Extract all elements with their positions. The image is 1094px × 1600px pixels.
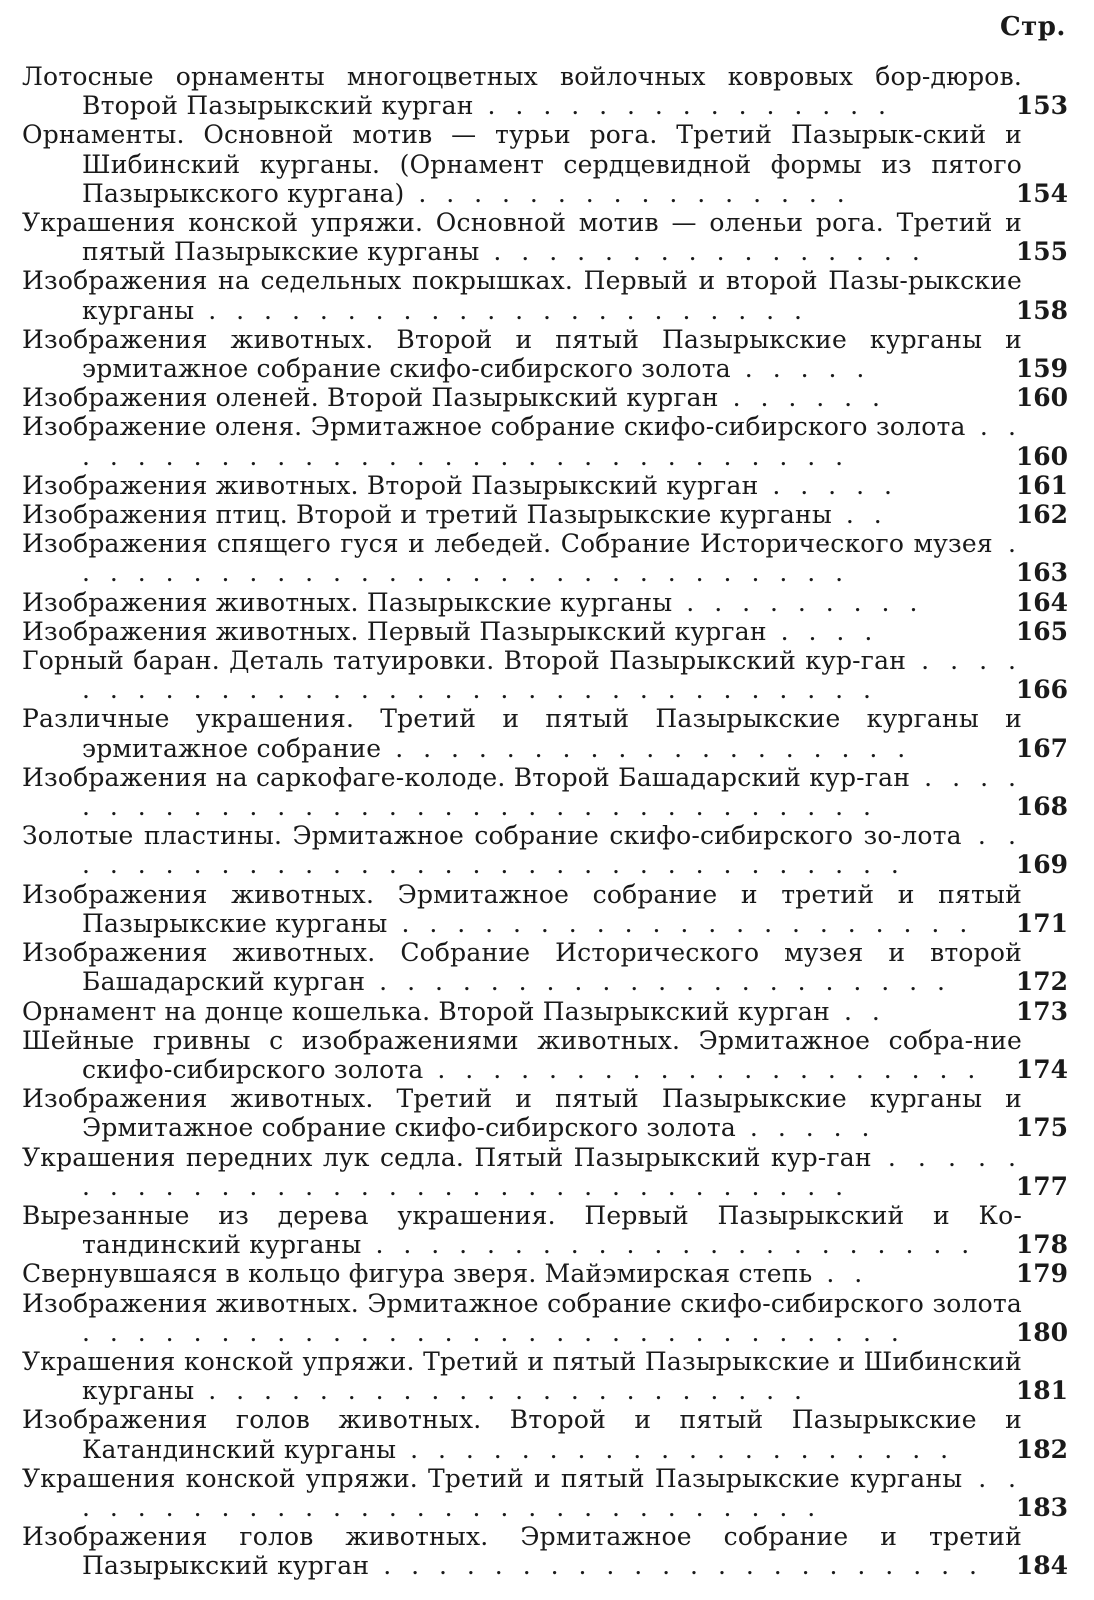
toc-entry-title <box>22 471 1022 500</box>
toc-entry-leader-dots: . . . . . . . . . . . . . . . . . . . . . . . . . . . . . . . . <box>82 821 1022 880</box>
toc-entry-leader-dots: . . . . . <box>730 354 871 384</box>
toc-entry <box>22 1405 1068 1463</box>
toc-entry-page-number: 164 <box>1015 587 1068 617</box>
toc-entry-title <box>22 208 1022 266</box>
toc-entry-leader-dots: . . . . . <box>758 470 898 500</box>
toc-entry-page-number: 171 <box>1015 908 1068 938</box>
toc-entry-page-number: 181 <box>1015 1376 1068 1406</box>
toc-entry-leader-dots: . . . . . . . . . . . . . . . . . . . . . . . . . . . . . . <box>82 1317 905 1347</box>
toc-entry <box>22 1143 1068 1201</box>
toc-entry-leader-dots: . . . . . . . . . . . . . . . . . . . . . <box>365 967 951 997</box>
toc-entry <box>22 1522 1068 1580</box>
toc-entry-title-text: Лотосные орнаменты многоцветных войлочных ковровых бор-дюров. Второй Пазырыкский курган <box>22 62 1022 121</box>
toc-entry-page-number: 168 <box>1015 792 1068 822</box>
toc-entry-leader-dots: . . . . . . . . . . . . . . . . . . . . . . <box>194 1376 808 1406</box>
toc-entry-page-number: 160 <box>1015 383 1068 413</box>
toc-entry-title <box>22 880 1022 938</box>
toc-entry-title <box>22 266 1022 324</box>
toc-entry-title-text: Орнаменты. Основной мотив — турьи рога. Третий Пазырык-ский и Шибинский курганы. (Орнамент сердцевидной формы из пятого Пазырыкского кургана) <box>22 120 1022 208</box>
toc-entry-page-number: 178 <box>1015 1230 1068 1260</box>
toc-entry-leader-dots: . . . . . <box>735 1113 876 1143</box>
toc-entry-title-text: Изображения птиц. Второй и третий Пазырыкские курганы <box>22 500 832 530</box>
toc-entry-leader-dots: . . . . . . . . . . . . . . . . . . . . . . . . . . . . . . . . . <box>82 1142 1023 1201</box>
toc-entry <box>22 588 1068 617</box>
toc-entry-leader-dots: . . . . . . . . . . . . . . . . . . . . . . . . . . . . . . <box>82 412 1022 471</box>
toc-entry <box>22 938 1068 996</box>
toc-entry-leader-dots: . . . . . . . . . <box>672 587 924 617</box>
toc-entry <box>22 1259 1068 1288</box>
toc-entry <box>22 529 1068 587</box>
toc-entry-page-number: 166 <box>1015 675 1068 705</box>
toc-entry-title <box>22 704 1022 762</box>
toc-entry-title-text: Изображения голов животных. Эрмитажное собрание и третий Пазырыкский курган <box>22 1522 1022 1581</box>
toc-entry-page-number: 184 <box>1015 1551 1068 1581</box>
toc-entry-title-text: Золотые пластины. Эрмитажное собрание скифо-сибирского зо-лота <box>22 821 962 851</box>
toc-entry-leader-dots: . . . . . . . . . . . . . . . <box>473 91 892 121</box>
table-of-contents <box>22 62 1068 1581</box>
toc-entry-page-number: 169 <box>1015 850 1068 880</box>
toc-entry-leader-dots: . . <box>812 1259 869 1289</box>
toc-entry <box>22 120 1068 208</box>
toc-entry-title <box>22 120 1022 208</box>
toc-entry-title-text: Вырезанные из дерева украшения. Первый Пазырыкский и Ко-тандинский курганы <box>22 1200 1022 1260</box>
toc-entry-page-number: 163 <box>1015 558 1068 588</box>
toc-entry-leader-dots: . . . . . . . . . . . . . . . . . . . . . . . . . . . . . . . . . <box>82 762 1022 822</box>
toc-entry <box>22 325 1068 383</box>
toc-entry-title <box>22 1464 1022 1522</box>
toc-entry-title <box>22 500 1022 529</box>
toc-entry-page-number: 182 <box>1015 1434 1068 1464</box>
toc-entry-title-text: Горный баран. Деталь татуировки. Второй Пазырыкский кур-ган <box>22 646 907 676</box>
toc-entry-title-text: Изображения на седельных покрышках. Первый и второй Пазы-рыкские курганы <box>22 266 1022 325</box>
toc-entry <box>22 62 1068 120</box>
toc-entry <box>22 1026 1068 1084</box>
toc-entry-title-text: Изображение оленя. Эрмитажное собрание скифо-сибирского золота <box>22 412 966 442</box>
toc-entry <box>22 763 1068 821</box>
toc-entry-title <box>22 1201 1022 1259</box>
page-column-header: Стр. <box>999 12 1066 42</box>
toc-entry-page-number: 162 <box>1015 500 1068 530</box>
toc-entry-title <box>22 821 1022 879</box>
toc-entry-title <box>22 1026 1022 1084</box>
toc-entry-page-number: 165 <box>1015 616 1068 646</box>
toc-entry-title <box>22 763 1022 821</box>
toc-entry <box>22 412 1068 470</box>
toc-entry-title-text: Шейные гривны с изображениями животных. Эрмитажное собра-ние скифо-сибирского золота <box>22 1025 1022 1084</box>
toc-entry-title <box>22 1405 1022 1463</box>
toc-entry-title <box>22 646 1022 704</box>
toc-entry <box>22 704 1068 762</box>
toc-entry-title-text: Различные украшения. Третий и пятый Пазырыкские курганы и эрмитажное собрание <box>22 704 1022 763</box>
toc-entry-leader-dots: . . . . <box>766 616 879 646</box>
toc-entry-title <box>22 1289 1022 1347</box>
toc-entry-page-number: 160 <box>1015 441 1068 471</box>
toc-entry-title-text: Изображения животных. Первый Пазырыкский курган <box>22 616 767 646</box>
toc-entry <box>22 646 1068 704</box>
toc-entry-leader-dots: . . . . . . . . . . . . . . . . . . . . . . . . . . . . . <box>82 529 1022 588</box>
toc-entry <box>22 1347 1068 1405</box>
toc-entry-page-number: 175 <box>1015 1113 1068 1143</box>
toc-entry-leader-dots: . . <box>830 996 886 1026</box>
toc-entry-title <box>22 1522 1022 1580</box>
toc-entry-title <box>22 997 1022 1026</box>
toc-entry-title <box>22 62 1022 120</box>
toc-entry-title-text: Изображения животных. Пазырыкские курганы <box>22 587 673 617</box>
toc-entry-page-number: 179 <box>1015 1259 1068 1289</box>
toc-entry-page-number: 155 <box>1015 237 1068 267</box>
toc-entry-page-number: 158 <box>1015 295 1068 325</box>
toc-entry-page-number: 167 <box>1015 733 1068 763</box>
toc-entry-title <box>22 1259 1022 1288</box>
toc-entry-title-text: Изображения животных. Третий и пятый Пазырыкские курганы и Эрмитажное собрание скифо-сибирского золота <box>22 1084 1022 1143</box>
toc-entry-title-text: Изображения животных. Второй и пятый Пазырыкские курганы и эрмитажное собрание скифо-сибирского золота <box>22 324 1022 384</box>
toc-entry-title-text: Свернувшаяся в кольцо фигура зверя. Майэмирская степь <box>22 1259 813 1289</box>
toc-entry-title <box>22 1143 1022 1201</box>
toc-entry-title-text: Изображения на саркофаге-колоде. Второй Башадарский кур-ган <box>22 762 911 792</box>
toc-entry-leader-dots: . . . . . . . . . . . . . . . . . . . . . . . . . . . . . . . . . <box>82 646 1022 705</box>
toc-entry-title-text: Изображения животных. Эрмитажное собрание скифо-сибирского золота <box>22 1288 1022 1318</box>
toc-entry-page-number: 153 <box>1015 91 1068 121</box>
toc-entry-leader-dots: . . . . . . . . . . . . . . . . <box>479 237 926 267</box>
toc-entry-title-text: Украшения конской упряжи. Третий и пятый Пазырыкские и Шибинский курганы <box>22 1346 1022 1406</box>
toc-entry <box>22 821 1068 879</box>
toc-entry-page-number: 174 <box>1015 1054 1068 1084</box>
toc-entry-page-number: 173 <box>1015 996 1068 1026</box>
toc-entry-page-number: 172 <box>1015 967 1068 997</box>
toc-entry <box>22 1084 1068 1142</box>
toc-entry-title <box>22 325 1022 383</box>
toc-entry-page-number: 177 <box>1015 1171 1068 1201</box>
toc-entry-title <box>22 383 1022 412</box>
toc-entry <box>22 383 1068 412</box>
toc-entry-title-text: Изображения голов животных. Второй и пятый Пазырыкские и Катандинский курганы <box>22 1405 1022 1464</box>
toc-entry-leader-dots: . . . . . . . . . . . . . . . . . . . . . <box>387 908 974 938</box>
toc-entry-title-text: Изображения животных. Второй Пазырыкский курган <box>22 470 759 500</box>
toc-entry-title <box>22 1347 1022 1405</box>
toc-entry-page-number: 183 <box>1015 1492 1068 1522</box>
toc-entry-title-text: Изображения спящего гуся и лебедей. Собрание Исторического музея <box>22 529 993 559</box>
toc-entry <box>22 1464 1068 1522</box>
toc-entry <box>22 880 1068 938</box>
toc-entry-leader-dots: . . . . . . . . . . . . . . . . . . . . <box>423 1054 982 1084</box>
toc-entry-title <box>22 617 1022 646</box>
toc-entry-title-text: Украшения конской упряжи. Основной мотив — оленьи рога. Третий и пятый Пазырыкские курганы <box>22 208 1022 267</box>
toc-entry <box>22 1201 1068 1259</box>
toc-entry-title-text: Изображения животных. Эрмитажное собрание и третий и пятый Пазырыкские курганы <box>22 879 1022 938</box>
toc-entry-title-text: Изображения животных. Собрание Исторического музея и второй Башадарский курган <box>22 938 1022 997</box>
toc-entry-page-number: 161 <box>1015 470 1068 500</box>
toc-entry-title-text: Украшения конской упряжи. Третий и пятый Пазырыкские курганы <box>22 1463 963 1493</box>
toc-entry-leader-dots: . . <box>831 500 888 530</box>
toc-entry-title <box>22 412 1022 470</box>
toc-entry-leader-dots: . . . . . . . . . . . . . . . . . . . <box>381 733 912 763</box>
toc-entry-title <box>22 938 1022 996</box>
toc-entry-leader-dots: . . . . . . . . . . . . . . . . . . . . . . <box>369 1551 983 1581</box>
toc-entry-leader-dots: . . . . . . . . . . . . . . . . . . . . . . <box>361 1230 976 1260</box>
toc-entry-title <box>22 529 1022 587</box>
toc-entry-title-text: Украшения передних лук седла. Пятый Пазырыкский кур-ган <box>22 1142 872 1172</box>
toc-entry-leader-dots: . . . . . . . . . . . . . . . . . . . . . . <box>194 295 808 325</box>
toc-entry-leader-dots: . . . . . . <box>718 383 886 413</box>
toc-entry-leader-dots: . . . . . . . . . . . . . . . . . . . . . . . . . . . . . <box>82 1463 1022 1522</box>
toc-entry-title <box>22 1084 1022 1142</box>
toc-entry-title-text: Изображения оленей. Второй Пазырыкский курган <box>22 383 719 413</box>
toc-entry <box>22 1289 1068 1347</box>
toc-entry-title-text: Орнамент на донце кошелька. Второй Пазырыкский курган <box>22 996 830 1026</box>
toc-entry <box>22 266 1068 324</box>
toc-entry-page-number: 159 <box>1015 354 1068 384</box>
toc-entry <box>22 471 1068 500</box>
toc-entry <box>22 997 1068 1026</box>
toc-entry-page-number: 180 <box>1015 1317 1068 1347</box>
toc-entry <box>22 208 1068 266</box>
toc-entry-leader-dots: . . . . . . . . . . . . . . . . . . . . <box>396 1434 955 1464</box>
toc-entry-title <box>22 588 1022 617</box>
toc-entry <box>22 617 1068 646</box>
toc-entry-leader-dots: . . . . . . . . . . . . . . . . <box>404 178 851 208</box>
toc-entry-page-number: 154 <box>1015 178 1068 208</box>
toc-entry <box>22 500 1068 529</box>
